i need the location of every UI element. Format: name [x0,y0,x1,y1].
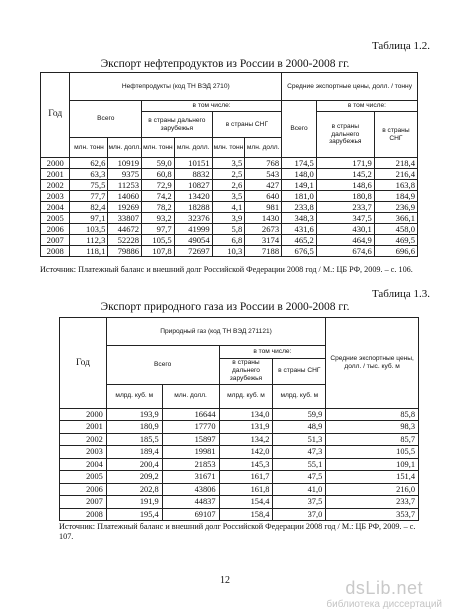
row-value-cell: 171,9 [316,158,374,169]
row-value-cell: 52228 [108,235,142,246]
table-row [41,202,418,213]
table2-source: Источник: Платежный баланс и внешний долг Российской Федерации 2008 год / М.: ЦБ РФ, 2009. – с. 107. [59,522,416,541]
row-value-cell: 185,5 [106,433,162,446]
table-row [41,180,418,191]
table1-header-prices: Средние экспортные цены, долл. / тонну [282,73,418,101]
row-value-cell: 469,5 [374,235,417,246]
row-year-cell: 2004 [41,202,70,213]
row-value-cell: 180,8 [316,191,374,202]
row-value-cell: 543 [245,169,282,180]
watermark-brand: dsLib.net [345,578,423,598]
row-value-cell: 353,7 [326,508,419,521]
row-value-cell: 2,6 [212,180,245,191]
row-value-cell: 464,9 [316,235,374,246]
row-value-cell: 180,9 [106,421,162,434]
table2-header-year: Год [60,318,107,409]
table2-header-prices: Средние экспортные цены, долл. / тыс. куб. м [326,318,419,409]
table2-unit-m3: млрд. куб. м [106,384,162,408]
row-year-cell: 2004 [60,458,107,471]
row-value-cell: 202,8 [106,483,162,496]
row-value-cell: 109,1 [326,458,419,471]
table-row [60,508,419,521]
row-value-cell: 79886 [108,246,142,257]
table1-header-cis2: в страны СНГ [374,112,417,158]
table-row [60,458,419,471]
row-value-cell: 347,5 [316,213,374,224]
row-value-cell: 3,9 [212,213,245,224]
row-value-cell: 72,9 [142,180,175,191]
row-value-cell: 10827 [174,180,212,191]
row-value-cell: 11253 [108,180,142,191]
table1-header-year: Год [41,73,70,158]
row-value-cell: 13420 [174,191,212,202]
table1-header-including2: в том числе: [316,101,417,112]
table2-header-product: Природный газ (код ТН ВЭД 271121) [106,318,325,346]
table-row [41,191,418,202]
row-value-cell: 3,5 [212,158,245,169]
row-value-cell: 55,1 [273,458,326,471]
row-value-cell: 41,0 [273,483,326,496]
row-value-cell: 85,8 [326,408,419,421]
row-value-cell: 44672 [108,224,142,235]
row-value-cell: 60,8 [142,169,175,180]
row-value-cell: 37,0 [273,508,326,521]
row-value-cell: 148,6 [316,180,374,191]
row-value-cell: 149,1 [282,180,317,191]
row-value-cell: 31671 [162,471,219,484]
row-value-cell: 200,4 [106,458,162,471]
table-row [41,213,418,224]
row-value-cell: 48,9 [273,421,326,434]
table1-header-far: в страны дальнего зарубежья [142,112,213,138]
row-value-cell: 366,1 [374,213,417,224]
row-value-cell: 3174 [245,235,282,246]
table-row [60,496,419,509]
row-value-cell: 430,1 [316,224,374,235]
table1-header-cis: в страны СНГ [212,112,281,138]
row-value-cell: 14060 [108,191,142,202]
row-value-cell: 21853 [162,458,219,471]
row-value-cell: 2,5 [212,169,245,180]
table2-unit-m3-far: млрд. куб. м [219,384,273,408]
row-year-cell: 2007 [60,496,107,509]
table2-header-total: Всего [106,346,219,385]
row-value-cell: 75,5 [70,180,108,191]
table2-unit-usd: млн. долл. [162,384,219,408]
row-value-cell: 43806 [162,483,219,496]
row-year-cell: 2005 [41,213,70,224]
row-value-cell: 154,4 [219,496,273,509]
table2-number: Таблица 1.3. [371,288,430,300]
row-value-cell: 41999 [174,224,212,235]
row-value-cell: 74,2 [142,191,175,202]
row-year-cell: 2001 [41,169,70,180]
row-value-cell: 112,3 [70,235,108,246]
row-value-cell: 465,2 [282,235,317,246]
row-value-cell: 134,2 [219,433,273,446]
row-year-cell: 2008 [41,246,70,257]
row-value-cell: 10151 [174,158,212,169]
row-value-cell: 2673 [245,224,282,235]
row-value-cell: 10,3 [212,246,245,257]
row-value-cell: 97,1 [70,213,108,224]
table-row [41,246,418,257]
table2-title: Экспорт природного газа из России в 2000-2008 гг. [100,301,350,313]
table-row [41,235,418,246]
row-value-cell: 63,3 [70,169,108,180]
row-year-cell: 2006 [60,483,107,496]
row-year-cell: 2002 [60,433,107,446]
row-value-cell: 161,7 [219,471,273,484]
page-number: 12 [220,575,230,586]
row-value-cell: 118,1 [70,246,108,257]
table1-source: Источник: Платежный баланс и внешний долг Российской Федерации 2008 год / М.: ЦБ РФ, 2009. – с. 106. [40,265,413,274]
row-value-cell: 193,9 [106,408,162,421]
row-value-cell: 163,8 [374,180,417,191]
row-value-cell: 49054 [174,235,212,246]
table1-unit-mt: млн. тонн [70,138,108,158]
row-year-cell: 2000 [60,408,107,421]
table2-header-far: в страны дальнего зарубежья [219,358,273,384]
row-value-cell: 33807 [108,213,142,224]
row-value-cell: 3,5 [212,191,245,202]
row-value-cell: 5,8 [212,224,245,235]
row-value-cell: 134,0 [219,408,273,421]
row-value-cell: 7188 [245,246,282,257]
row-value-cell: 59,9 [273,408,326,421]
table1-number: Таблица 1.2. [371,40,430,52]
table1-unit-mt: млн. тонн [212,138,245,158]
row-value-cell: 17770 [162,421,219,434]
row-value-cell: 69107 [162,508,219,521]
row-value-cell: 18288 [174,202,212,213]
row-value-cell: 37,5 [273,496,326,509]
row-year-cell: 2006 [41,224,70,235]
table1-header-total2: Всего [282,101,317,158]
row-value-cell: 189,4 [106,446,162,459]
row-value-cell: 72697 [174,246,212,257]
row-year-cell: 2000 [41,158,70,169]
row-value-cell: 348,3 [282,213,317,224]
row-value-cell: 19269 [108,202,142,213]
row-value-cell: 8832 [174,169,212,180]
table-row [41,224,418,235]
row-value-cell: 181,0 [282,191,317,202]
row-value-cell: 158,4 [219,508,273,521]
row-value-cell: 107,8 [142,246,175,257]
table1-unit-usd: млн. долл. [245,138,282,158]
row-value-cell: 44837 [162,496,219,509]
table2-header-cis: в страны СНГ [273,358,326,384]
row-value-cell: 93,2 [142,213,175,224]
row-value-cell: 216,0 [326,483,419,496]
row-value-cell: 145,2 [316,169,374,180]
table-row [60,433,419,446]
table1-header-total: Всего [70,101,142,138]
watermark-subtitle: библиотека диссертаций [326,599,442,610]
row-value-cell: 47,3 [273,446,326,459]
table-row [60,471,419,484]
row-value-cell: 62,6 [70,158,108,169]
row-value-cell: 97,7 [142,224,175,235]
table1-header-product: Нефтепродукты (код ТН ВЭД 2710) [70,73,282,101]
row-value-cell: 15897 [162,433,219,446]
row-value-cell: 676,5 [282,246,317,257]
row-year-cell: 2001 [60,421,107,434]
row-value-cell: 431,6 [282,224,317,235]
table-row [60,421,419,434]
row-value-cell: 10919 [108,158,142,169]
row-value-cell: 184,9 [374,191,417,202]
row-value-cell: 77,7 [70,191,108,202]
table-row [41,158,418,169]
row-year-cell: 2008 [60,508,107,521]
row-value-cell: 4,1 [212,202,245,213]
table-row [60,446,419,459]
row-value-cell: 131,9 [219,421,273,434]
row-value-cell: 16644 [162,408,219,421]
row-value-cell: 105,5 [326,446,419,459]
table1-header-including: в том числе: [142,101,282,112]
watermark [326,578,442,610]
row-value-cell: 78,2 [142,202,175,213]
row-value-cell: 233,7 [326,496,419,509]
row-value-cell: 98,3 [326,421,419,434]
row-value-cell: 148,0 [282,169,317,180]
row-value-cell: 85,7 [326,433,419,446]
table1-unit-usd: млн. долл. [108,138,142,158]
row-value-cell: 51,3 [273,433,326,446]
row-value-cell: 191,9 [106,496,162,509]
row-value-cell: 174,5 [282,158,317,169]
table-row [41,169,418,180]
row-value-cell: 458,0 [374,224,417,235]
table1-unit-mt: млн. тонн [142,138,175,158]
row-value-cell: 233,7 [316,202,374,213]
table2-unit-m3-cis: млрд. куб. м [273,384,326,408]
row-value-cell: 47,5 [273,471,326,484]
row-value-cell: 151,4 [326,471,419,484]
row-value-cell: 82,4 [70,202,108,213]
row-value-cell: 19981 [162,446,219,459]
row-value-cell: 59,0 [142,158,175,169]
table1-title: Экспорт нефтепродуктов из России в 2000-2008 гг. [100,58,350,70]
row-value-cell: 209,2 [106,471,162,484]
row-value-cell: 32376 [174,213,212,224]
row-value-cell: 145,3 [219,458,273,471]
table1-header-far2: в страны дальнего зарубежья [316,112,374,158]
row-value-cell: 216,4 [374,169,417,180]
table2 [59,317,419,521]
row-value-cell: 105,5 [142,235,175,246]
row-year-cell: 2002 [41,180,70,191]
row-value-cell: 981 [245,202,282,213]
row-value-cell: 674,6 [316,246,374,257]
row-year-cell: 2003 [41,191,70,202]
row-value-cell: 142,0 [219,446,273,459]
row-value-cell: 6,8 [212,235,245,246]
table1 [40,72,418,257]
row-value-cell: 236,9 [374,202,417,213]
row-value-cell: 768 [245,158,282,169]
row-value-cell: 640 [245,191,282,202]
row-value-cell: 195,4 [106,508,162,521]
table-row [60,408,419,421]
row-value-cell: 1430 [245,213,282,224]
row-value-cell: 9375 [108,169,142,180]
row-value-cell: 161,8 [219,483,273,496]
table2-header-including: в том числе: [219,346,326,359]
row-value-cell: 233,8 [282,202,317,213]
row-year-cell: 2003 [60,446,107,459]
row-value-cell: 218,4 [374,158,417,169]
table-row [60,483,419,496]
row-year-cell: 2007 [41,235,70,246]
row-value-cell: 696,6 [374,246,417,257]
row-value-cell: 103,5 [70,224,108,235]
row-value-cell: 427 [245,180,282,191]
row-year-cell: 2005 [60,471,107,484]
table1-unit-usd: млн. долл. [174,138,212,158]
